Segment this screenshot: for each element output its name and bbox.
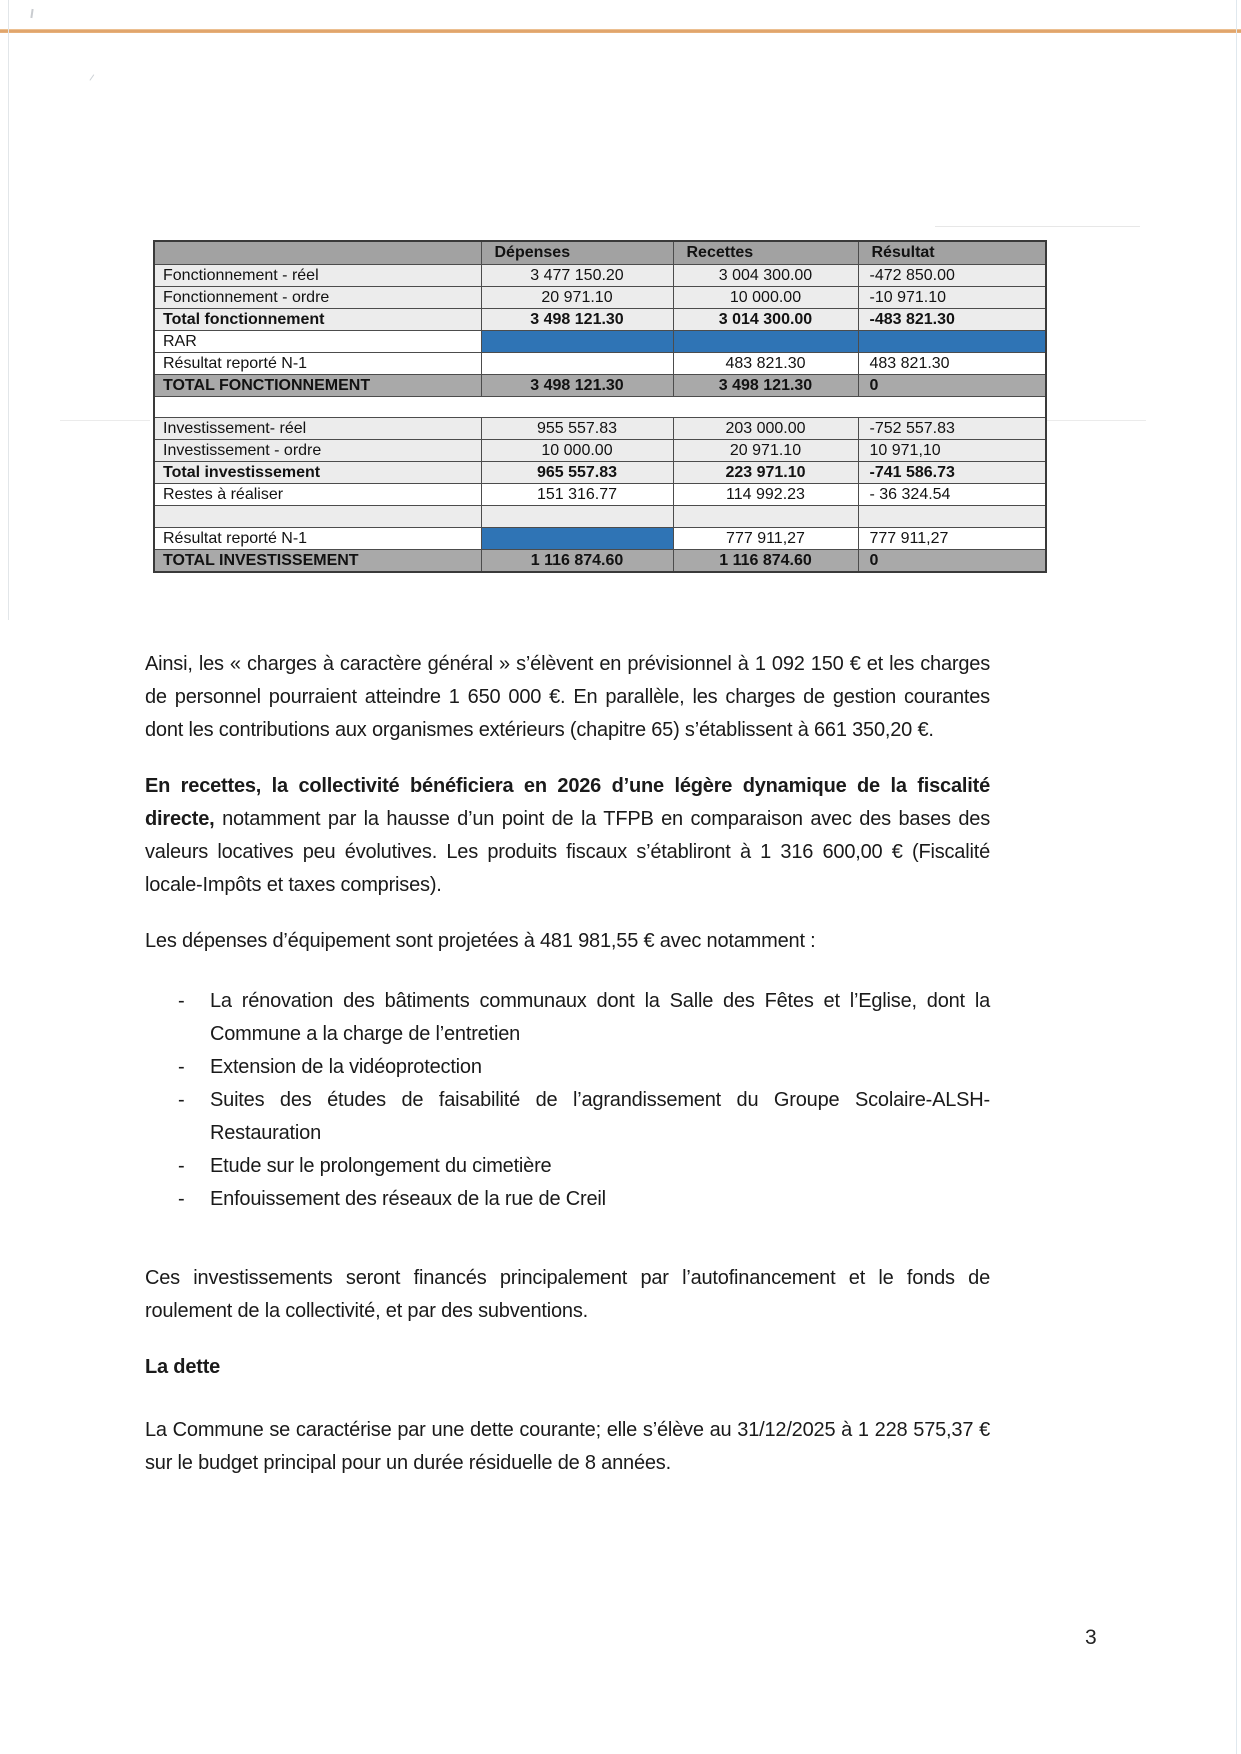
recettes-cell: 777 911,27 (673, 528, 858, 550)
table-row (154, 484, 1046, 506)
resultat-cell (858, 331, 1046, 353)
table-row (154, 331, 1046, 353)
paragraph-financement: Ces investissements seront financés principalement par l’autofinancement et le fonds de roulement de la collectivité, et par des subventions. (145, 1267, 990, 1322)
spacer-cell (154, 397, 1046, 418)
heading-la-dette: La dette (145, 1356, 221, 1378)
recettes-cell: 483 821.30 (673, 353, 858, 375)
resultat-cell (858, 506, 1046, 528)
resultat-cell: -472 850.00 (858, 265, 1046, 287)
table-row (154, 462, 1046, 484)
investment-bullet-list (145, 985, 990, 1216)
paragraph-charges: Ainsi, les « charges à caractère général » s’élèvent en prévisionnel à 1 092 150 € et les charges de personnel pourraient atteindre 1 650 000 €. En parallèle, les charges de gestion courantes dont les contributions aux organismes extérieurs (chapitre 65) s’établissent à 661 350,20 €. (145, 653, 990, 741)
recettes-cell: 114 992.23 (673, 484, 858, 506)
recettes-cell: 223 971.10 (673, 462, 858, 484)
table-header-row (154, 241, 1046, 265)
resultat-cell: 10 971,10 (858, 440, 1046, 462)
recettes-cell (673, 331, 858, 353)
table-row (154, 506, 1046, 528)
table-row (154, 550, 1046, 573)
depenses-cell (481, 353, 673, 375)
table-row (154, 440, 1046, 462)
bullet-item: - Etude sur le prolongement du cimetière (145, 1150, 990, 1183)
row-label-cell: Fonctionnement - réel (154, 265, 481, 287)
resultat-cell: 0 (858, 375, 1046, 397)
depenses-cell: 151 316.77 (481, 484, 673, 506)
bullet-item: - Suites des études de faisabilité de l’agrandissement du Groupe Scolaire-ALSH-Restauration (145, 1084, 990, 1150)
row-label-cell: TOTAL INVESTISSEMENT (154, 550, 481, 573)
resultat-cell: 483 821.30 (858, 353, 1046, 375)
scan-streak (935, 226, 1140, 227)
table-row (154, 418, 1046, 440)
row-label-cell: Résultat reporté N-1 (154, 528, 481, 550)
resultat-cell: - 36 324.54 (858, 484, 1046, 506)
resultat-cell: -741 586.73 (858, 462, 1046, 484)
depenses-cell (481, 506, 673, 528)
recettes-cell (673, 506, 858, 528)
depenses-cell: 3 477 150.20 (481, 265, 673, 287)
table-row (154, 287, 1046, 309)
table-row (154, 309, 1046, 331)
depenses-cell: 3 498 121.30 (481, 375, 673, 397)
depenses-cell: 965 557.83 (481, 462, 673, 484)
recettes-cell: 203 000.00 (673, 418, 858, 440)
row-label-cell: Restes à réaliser (154, 484, 481, 506)
bullet-item: - Extension de la vidéoprotection (145, 1051, 990, 1084)
row-label-cell: Investissement - ordre (154, 440, 481, 462)
table-row (154, 353, 1046, 375)
depenses-cell (481, 528, 673, 550)
page-number: 3 (1085, 1626, 1097, 1649)
budget-summary-table (153, 240, 1047, 573)
recettes-cell: 3 498 121.30 (673, 375, 858, 397)
resultat-cell: -752 557.83 (858, 418, 1046, 440)
resultat-cell: -483 821.30 (858, 309, 1046, 331)
scan-streak (1046, 420, 1146, 421)
header-depenses: Dépenses (481, 241, 673, 265)
table-body (154, 265, 1046, 573)
recettes-cell: 20 971.10 (673, 440, 858, 462)
recettes-cell: 10 000.00 (673, 287, 858, 309)
left-edge-scan-line (8, 0, 9, 620)
depenses-cell (481, 331, 673, 353)
paragraph-recettes-rest: notamment par la hausse d’un point de la TFPB en comparaison avec des bases des valeurs locatives peu évolutives. Les produits fiscaux s’établiront à 1 316 600,00 € (Fiscalité locale-Impôts et taxes comprises). (145, 808, 991, 896)
row-label-cell: Total fonctionnement (154, 309, 481, 331)
top-orange-rule (0, 29, 1241, 33)
paragraph-dette: La Commune se caractérise par une dette courante; elle s’élève au 31/12/2025 à 1 228 575,37 € sur le budget principal pour un durée résiduelle de 8 années. (145, 1419, 990, 1474)
recettes-cell: 1 116 874.60 (673, 550, 858, 573)
row-label-cell: Investissement- réel (154, 418, 481, 440)
depenses-cell: 1 116 874.60 (481, 550, 673, 573)
paragraph-recettes-bold: En recettes, la collectivité bénéficiera en 2026 d’une légère dynamique de la fiscalité directe, (145, 775, 990, 830)
table-row (154, 375, 1046, 397)
recettes-cell: 3 004 300.00 (673, 265, 858, 287)
scan-streak (60, 420, 150, 421)
depenses-cell: 20 971.10 (481, 287, 673, 309)
row-label-cell (154, 506, 481, 528)
resultat-cell: 0 (858, 550, 1046, 573)
recettes-cell: 3 014 300.00 (673, 309, 858, 331)
right-edge-scan-line (1236, 0, 1237, 1754)
row-label-cell: RAR (154, 331, 481, 353)
table-row (154, 265, 1046, 287)
header-empty-cell (154, 241, 481, 265)
bullet-item: - La rénovation des bâtiments communaux dont la Salle des Fêtes et l’Eglise, dont la Commune a la charge de l’entretien (145, 985, 990, 1051)
depenses-cell: 10 000.00 (481, 440, 673, 462)
document-body-text (145, 648, 990, 1503)
scan-artifact-mark (84, 70, 95, 80)
resultat-cell: 777 911,27 (858, 528, 1046, 550)
scan-artifact-mark (30, 9, 33, 18)
table-row (154, 528, 1046, 550)
header-recettes: Recettes (673, 241, 858, 265)
bullet-item: - Enfouissement des réseaux de la rue de Creil (145, 1183, 990, 1216)
spacer-row (154, 397, 1046, 418)
header-resultat: Résultat (858, 241, 1046, 265)
row-label-cell: Total investissement (154, 462, 481, 484)
paragraph-recettes (145, 770, 990, 902)
depenses-cell: 955 557.83 (481, 418, 673, 440)
depenses-cell: 3 498 121.30 (481, 309, 673, 331)
row-label-cell: TOTAL FONCTIONNEMENT (154, 375, 481, 397)
row-label-cell: Fonctionnement - ordre (154, 287, 481, 309)
paragraph-depenses-equipement: Les dépenses d’équipement sont projetées à 481 981,55 € avec notamment : (145, 930, 816, 952)
row-label-cell: Résultat reporté N-1 (154, 353, 481, 375)
resultat-cell: -10 971.10 (858, 287, 1046, 309)
